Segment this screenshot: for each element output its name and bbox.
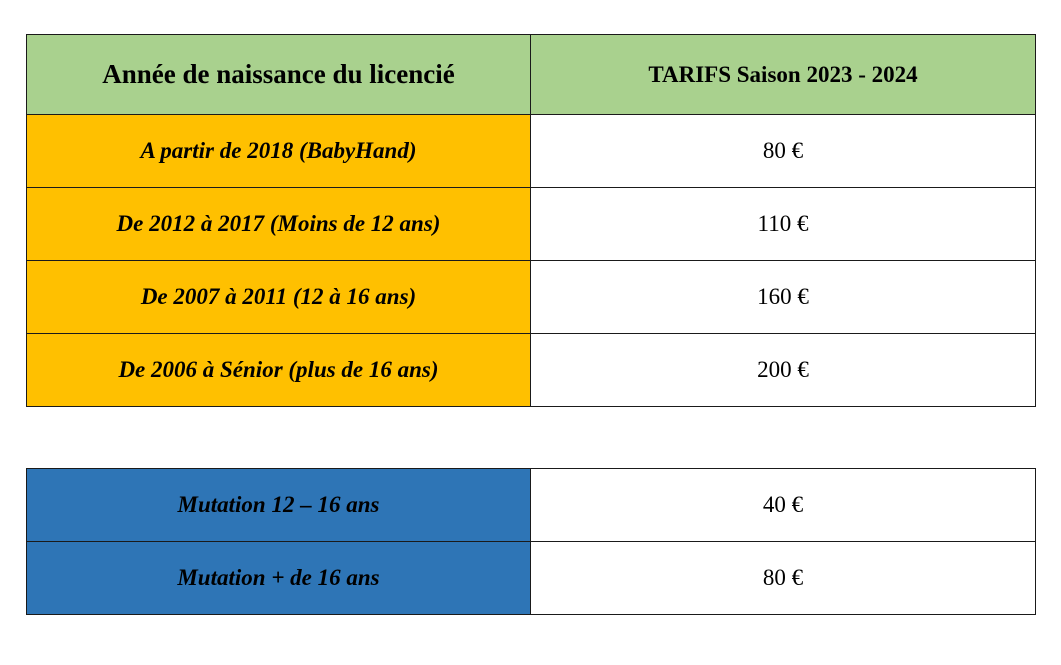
category-label: De 2012 à 2017 (Moins de 12 ans) <box>27 188 531 261</box>
header-birth-year: Année de naissance du licencié <box>27 35 531 115</box>
header-tarifs: TARIFS Saison 2023 - 2024 <box>531 35 1036 115</box>
mutation-price: 80 € <box>531 542 1036 615</box>
table-row <box>27 542 1036 615</box>
mutation-label: Mutation + de 16 ans <box>27 542 531 615</box>
table-row <box>27 115 1036 188</box>
mutation-table <box>26 468 1036 615</box>
mutation-label: Mutation 12 – 16 ans <box>27 469 531 542</box>
mutation-price: 40 € <box>531 469 1036 542</box>
category-label: De 2006 à Sénior (plus de 16 ans) <box>27 334 531 407</box>
table-row <box>27 188 1036 261</box>
category-price: 110 € <box>531 188 1036 261</box>
category-price: 160 € <box>531 261 1036 334</box>
table-header-row <box>27 35 1036 115</box>
category-label: De 2007 à 2011 (12 à 16 ans) <box>27 261 531 334</box>
table-row <box>27 469 1036 542</box>
table-row <box>27 334 1036 407</box>
category-label: A partir de 2018 (BabyHand) <box>27 115 531 188</box>
table-row <box>27 261 1036 334</box>
tarifs-table <box>26 34 1036 407</box>
category-price: 80 € <box>531 115 1036 188</box>
category-price: 200 € <box>531 334 1036 407</box>
